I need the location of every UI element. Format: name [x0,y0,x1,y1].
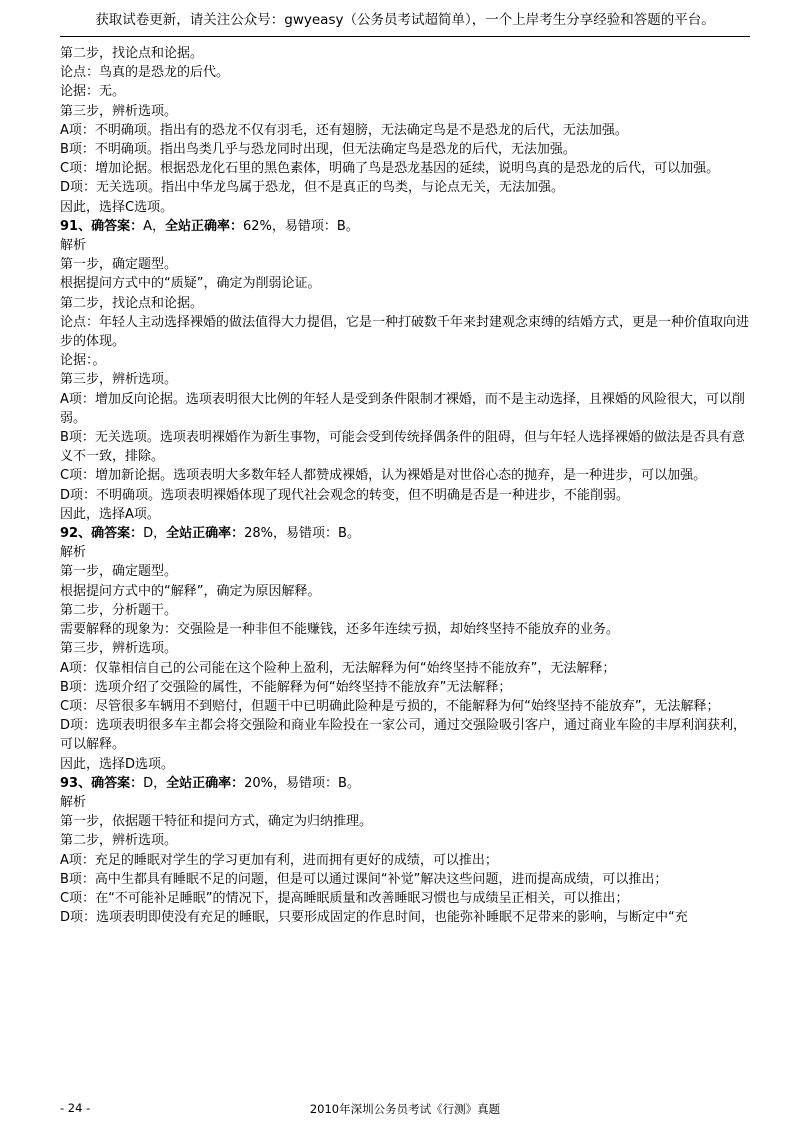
text-line: 解析 [60,238,87,254]
text-line: 第一步，确定题型。 [60,564,178,580]
page-content [60,44,750,927]
text-line: 第三步，辨析选项。 [60,372,178,388]
text-line: B项：高中生都具有睡眠不足的问题，但是可以通过课间“补觉”解决这些问题，进而提高成绩，可以推出； [60,871,668,887]
answer-heading-93: 93、确答案：D，全站正确率：20%，易错项：B。 [60,775,360,791]
text-line: C项：尽管很多车辆用不到赔付，但题干中已明确此险种是亏损的，不能解释为何“始终坚持不能放弃”，无法解释； [60,698,720,714]
text-line: 第二步，找论点和论据。 [60,295,204,311]
text-line: C项：在“不可能补足睡眠”的情况下，提高睡眠质量和改善睡眠习惯也与成绩呈正相关，可以推出； [60,890,629,906]
text-line: 第一步，确定题型。 [60,257,178,273]
text-line: D项：无关选项。指出中华龙鸟属于恐龙，但不是真正的鸟类，与论点无关，无法加强。 [60,180,565,196]
text-line: 第二步，找论点和论据。 [60,46,204,61]
page-header: 获取试卷更新，请关注公众号：gwyeasy（公务员考试超简单），一个上岸考生分享经验和答题的平台。 [60,6,750,37]
text-line: 因此，选择A项。 [60,506,160,522]
text-line: 第三步，辨析选项。 [60,641,178,657]
answer-heading-92: 92、确答案：D，全站正确率：28%，易错项：B。 [60,526,360,542]
text-line: 解析 [60,794,87,810]
page-number: - 24 - [60,1101,91,1115]
page-footer [60,1097,750,1119]
text-line: 论点：年轻人主动选择裸婚的做法值得大力提倡，它是一种打破数千年来封建观念束缚的结婚方式，更是一种价值取向进步的体现。 [60,314,750,350]
text-line: 论点：鸟真的是恐龙的后代。 [60,65,230,81]
text-line: A项：不明确项。指出有的恐龙不仅有羽毛，还有翅膀，无法确定鸟是不是恐龙的后代，无法加强。 [60,122,628,138]
text-line: B项：选项介绍了交强险的属性，不能解释为何“始终坚持不能放弃”无法解释； [60,679,512,695]
text-line: 第二步，分析题干。 [60,602,178,618]
text-line: B项：不明确项。指出鸟类几乎与恐龙同时出现，但无法确定鸟是恐龙的后代，无法加强。 [60,142,576,158]
text-line: D项：不明确项。选项表明裸婚体现了现代社会观念的转变，但不明确是否是一种进步，不能削弱。 [60,487,630,503]
text-line: C项：增加新论据。选项表明大多数年轻人都赞成裸婚，认为裸婚是对世俗心态的抛弃，是一种进步，可以加强。 [60,468,707,484]
text-line: B项：无关选项。选项表明裸婚作为新生事物，可能会受到传统择偶条件的阻碍，但与年轻人选择裸婚的做法是否具有意义不一致，排除。 [60,430,745,465]
text-line: D项：选项表明即使没有充足的睡眠，只要形成固定的作息时间，也能弥补睡眠不足带来的影响，与断定中“充 [60,910,688,926]
text-line: 因此，选择C选项。 [60,199,174,215]
text-line: 第一步，依据题干特征和提问方式，确定为归纳推理。 [60,814,373,830]
answer-heading-91: 91、确答案：A，全站正确率：62%，易错项：B。 [60,218,359,234]
text-line: 需要解释的现象为：交强险是一种非但不能赚钱，还多年连续亏损，却始终坚持不能放弃的业务。 [60,622,620,638]
text-line: D项：选项表明很多车主都会将交强险和商业车险投在一家公司，通过交强险吸引客户，通过商业车险的丰厚利润获利，可以解释。 [60,718,747,753]
text-line: A项：仅靠相信自己的公司能在这个险种上盈利，无法解释为何“始终坚持不能放弃”，无法解释； [60,660,616,676]
text-line: 论据：无。 [60,84,126,100]
text-line: 根据提问方式中的“质疑”，确定为削弱论证。 [60,276,321,292]
text-line: 根据提问方式中的“解释”，确定为原因解释。 [60,583,321,599]
text-line: A项：充足的睡眠对学生的学习更加有利，进而拥有更好的成绩，可以推出； [60,852,498,868]
text-line: 因此，选择D选项。 [60,756,175,772]
text-line: 第二步，辨析选项。 [60,833,178,849]
text-line: 论据：。 [60,353,106,369]
footer-title: 2010年深圳公务员考试《行测》真题 [309,1102,501,1116]
text-line: A项：增加反向论据。选项表明很大比例的年轻人是受到条件限制才裸婚，而不是主动选择，且裸婚的风险很大，可以削弱。 [60,391,745,426]
text-line: 解析 [60,545,87,561]
text-line: C项：增加论据。根据恐龙化石里的黑色素体，明确了鸟是恐龙基因的延续，说明鸟真的是恐龙的后代，可以加强。 [60,161,720,177]
text-line: 第三步，辨析选项。 [60,103,178,119]
